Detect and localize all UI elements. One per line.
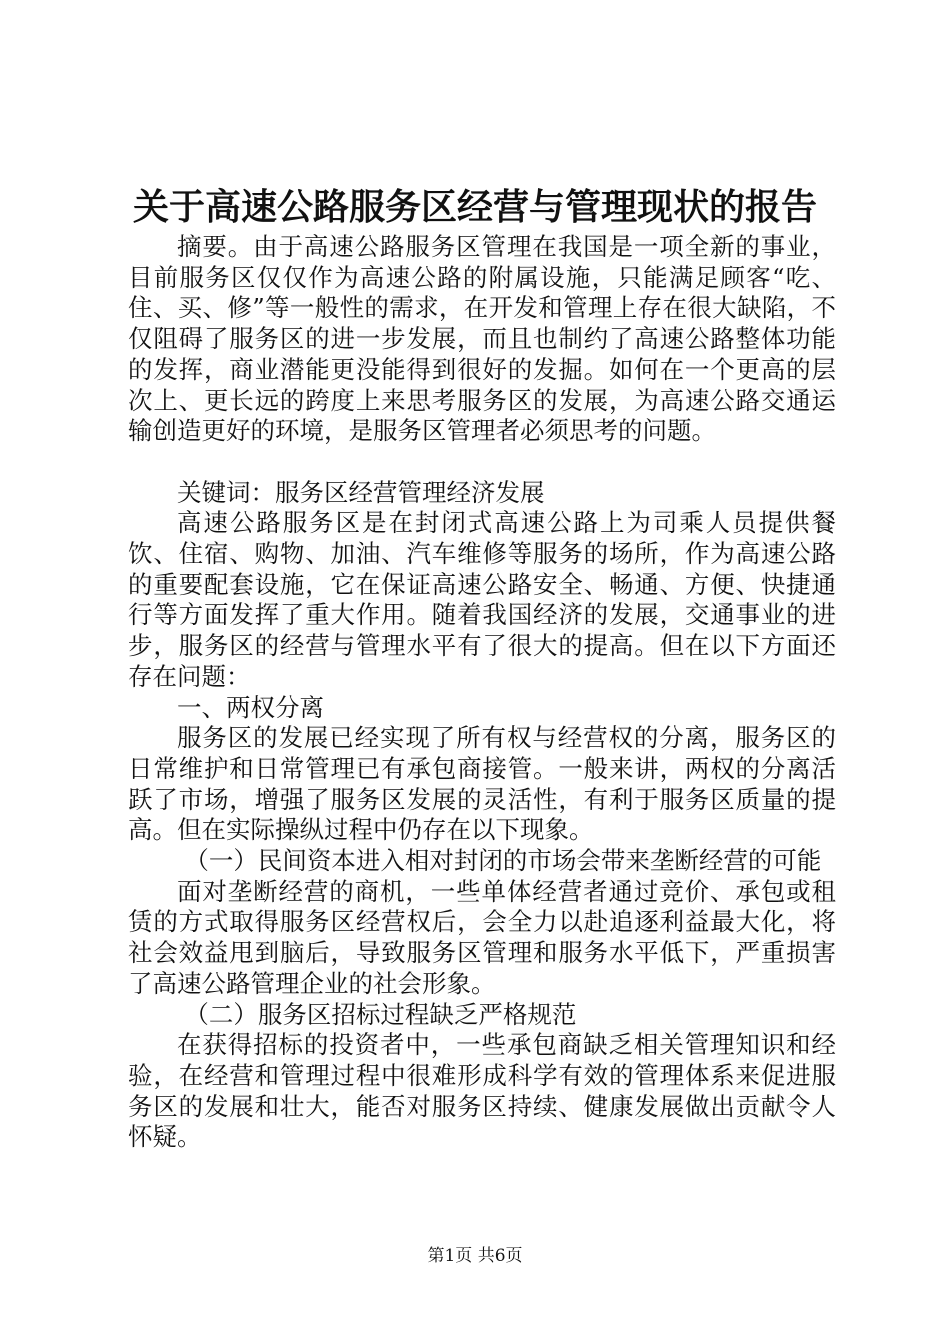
intro-paragraph: 高速公路服务区是在封闭式高速公路上为司乘人员提供餐饮、住宿、购物、加油、汽车维修等服务的场所，作为高速公路的重要配套设施，它在保证高速公路安全、畅通、方便、快捷通行等方面发挥了重大作用。随着我国经济的发展，交通事业的进步，服务区的经营与管理水平有了很大的提高。但在以下方面还存在问题： xyxy=(128,508,836,691)
abstract-paragraph: 摘要。由于高速公路服务区管理在我国是一项全新的事业，目前服务区仅仅作为高速公路的附属设施，只能满足顾客“吃、住、买、修”等一般性的需求，在开发和管理上存在很大缺陷，不仅阻碍了服务区的进一步发展，而且也制约了高速公路整体功能的发挥，商业潜能更没能得到很好的发掘。如何在一个更高的层次上、更长远的跨度上来思考服务区的发展，为高速公路交通运输创造更好的环境，是服务区管理者必须思考的问题。 xyxy=(128,232,836,446)
section-heading: 一、两权分离 xyxy=(177,692,324,722)
page-number-footer: 第1页 共6页 xyxy=(427,1246,523,1266)
subsection-paragraph: 在获得招标的投资者中，一些承包商缺乏相关管理知识和经验，在经营和管理过程中很难形成科学有效的管理体系来促进服务区的发展和壮大，能否对服务区持续、健康发展做出贡献令人怀疑。 xyxy=(128,1030,836,1152)
section-paragraph: 服务区的发展已经实现了所有权与经营权的分离，服务区的日常维护和日常管理已有承包商接管。一般来讲，两权的分离活跃了市场，增强了服务区发展的灵活性，有利于服务区质量的提高。但在实际操纵过程中仍存在以下现象。 xyxy=(128,723,836,845)
keywords-paragraph: 关键词：服务区经营管理经济发展 xyxy=(177,477,545,507)
subsection-paragraph: 面对垄断经营的商机，一些单体经营者通过竞价、承包或租赁的方式取得服务区经营权后，会全力以赴追逐利益最大化，将社会效益甩到脑后，导致服务区管理和服务水平低下，严重损害了高速公路管理企业的社会形象。 xyxy=(128,876,836,998)
document-body xyxy=(128,232,836,1153)
document-title: 关于高速公路服务区经营与管理现状的报告 xyxy=(132,186,817,228)
subsection-heading: （一）民间资本进入相对封闭的市场会带来垄断经营的可能 xyxy=(184,846,822,876)
subsection-heading: （二）服务区招标过程缺乏严格规范 xyxy=(184,999,577,1029)
